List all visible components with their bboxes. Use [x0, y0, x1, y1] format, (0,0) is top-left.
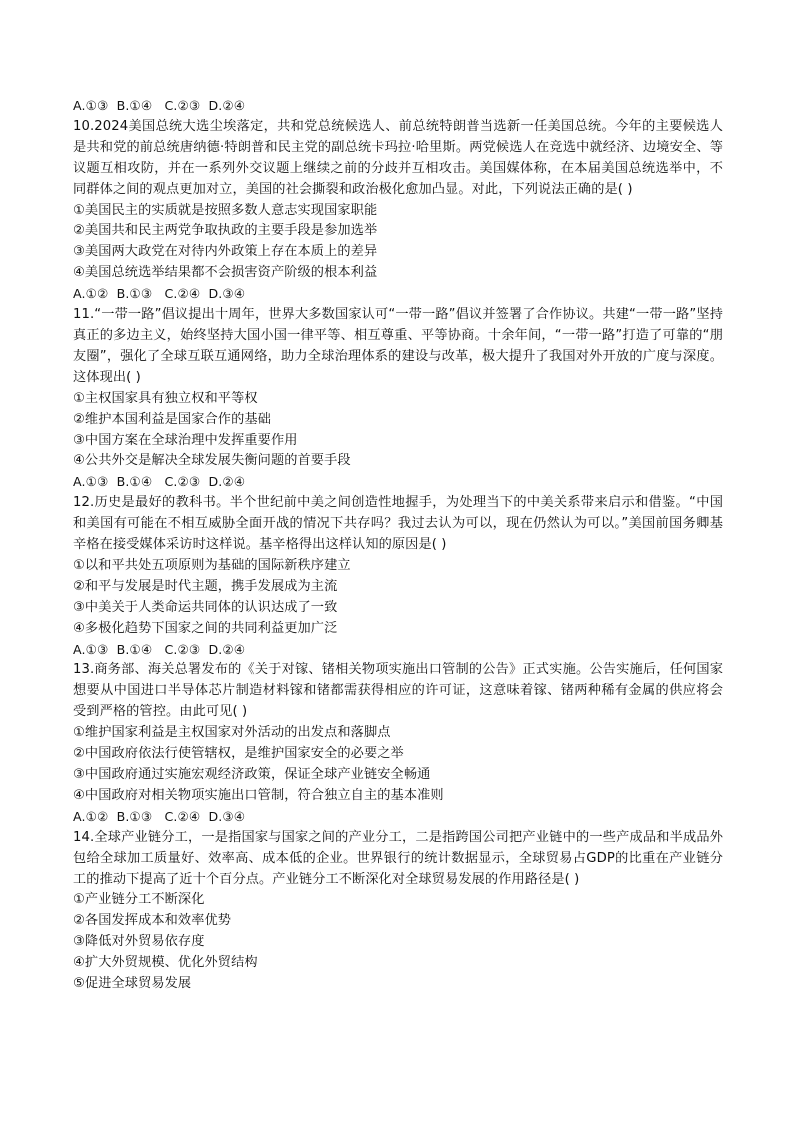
answer-choices-q9: A.①③ B.①④ C.②③ D.②④ — [73, 98, 246, 113]
option-1: ①以和平共处五项原则为基础的国际新秩序建立 — [73, 557, 351, 573]
option-1: ①美国民主的实质就是按照多数人意志实现国家职能 — [73, 202, 378, 218]
option-1: ①主权国家具有独立权和平等权 — [73, 390, 258, 406]
option-3: ③降低对外贸易依存度 — [73, 934, 205, 950]
option-3: ③美国两大政党在对待内外政策上存在本质上的差异 — [73, 244, 378, 260]
option-3: ③中国政府通过实施宏观经济政策，保证全球产业链安全畅通 — [73, 767, 431, 782]
option-4: ④美国总统选举结果都不会损害资产阶级的根本利益 — [73, 265, 378, 281]
question-11 — [73, 305, 723, 493]
option-2: ②各国发挥成本和效率优势 — [73, 913, 232, 929]
question-14 — [73, 828, 723, 995]
answer-choices: A.①② B.①③ C.②④ D.③④ — [73, 808, 246, 824]
option-5: ⑤促进全球贸易发展 — [73, 976, 192, 992]
question-stem: 14.全球产业链分工，一是指国家与国家之间的产业分工，二是指跨国公司把产业链中的一些产成品和半成品外包给全球加工质量好、效率高、成本低的企业。世界银行的统计数据显示，全球贸易占GDP的比重在产业链分工的推动下提高了近十个百分点。产业链分工不断深化对全球贸易发展的作用路径是( ) — [73, 829, 723, 887]
question-stem: 10.2024美国总统大选尘埃落定，共和党总统候选人、前总统特朗普当选新一任美国总统。今年的主要候选人是共和党的前总统唐纳德·特朗普和民主党的副总统卡玛拉·哈里斯。两党候选人在竞选中就经济、边境安全、等议题互相攻防，并在一系列外交议题上继续之前的分歧并互相攻击。美国媒体称，在本届美国总统选举中，不同群体之间的观点更加对立，美国的社会撕裂和政治极化愈加凸显。对此，下列说法正确的是( ) — [73, 118, 723, 197]
question-stem: 11.“一带一路”倡议提出十周年，世界大多数国家认可“一带一路”倡议并签署了合作协议。共建“一带一路”坚持真正的多边主义，始终坚持大国小国一律平等、相互尊重、平等协商。十余年间，“一带一路”打造了可靠的“朋友圈”，强化了全球互联互通网络，助力全球治理体系的建设与改革，极大提升了我国对外开放的广度与深度。这体现出( ) — [73, 307, 723, 385]
option-2: ②维护本国利益是国家合作的基础 — [73, 411, 271, 427]
option-4: ④公共外交是解决全球发展失衡问题的首要手段 — [73, 453, 351, 469]
option-3: ③中美关于人类命运共同体的认识达成了一致 — [73, 599, 338, 615]
question-10 — [73, 117, 723, 305]
option-4: ④扩大外贸规模、优化外贸结构 — [73, 955, 258, 971]
exam-page — [73, 96, 723, 995]
option-2: ②和平与发展是时代主题，携手发展成为主流 — [73, 578, 338, 594]
question-stem: 13.商务部、海关总署发布的《关于对镓、锗相关物项实施出口管制的公告》正式实施。公告实施后，任何国家想要从中国进口半导体芯片制造材料镓和锗都需获得相应的许可证，这意味着镓、锗两种稀有金属的供应将会受到严格的管控。由此可见( ) — [73, 662, 723, 720]
answer-choices: A.①③ B.①④ C.②③ D.②④ — [73, 641, 246, 657]
question-stem: 12.历史是最好的教科书。半个世纪前中美之间创造性地握手，为处理当下的中美关系带来启示和借鉴。“中国和美国有可能在不相互威胁全面开战的情况下共存吗？我过去认为可以，现在仍然认为可以。”美国前国务卿基辛格在接受媒体采访时这样说。基辛格得出这样认知的原因是( ) — [73, 495, 723, 553]
option-3: ③中国方案在全球治理中发挥重要作用 — [73, 432, 298, 448]
answer-choices: A.①③ B.①④ C.②③ D.②④ — [73, 474, 246, 490]
option-4: ④多极化趋势下国家之间的共同利益更加广泛 — [73, 620, 338, 636]
option-2: ②美国共和民主两党争取执政的主要手段是参加选举 — [73, 223, 378, 239]
option-2: ②中国政府依法行使管辖权，是维护国家安全的必要之举 — [73, 746, 404, 762]
question-13 — [73, 660, 723, 827]
option-4: ④中国政府对相关物项实施出口管制，符合独立自主的基本准则 — [73, 787, 444, 803]
option-1: ①产业链分工不断深化 — [73, 892, 205, 908]
answer-choices: A.①② B.①③ C.②④ D.③④ — [73, 286, 246, 302]
option-1: ①维护国家利益是主权国家对外活动的出发点和落脚点 — [73, 725, 391, 741]
question-12 — [73, 493, 723, 660]
